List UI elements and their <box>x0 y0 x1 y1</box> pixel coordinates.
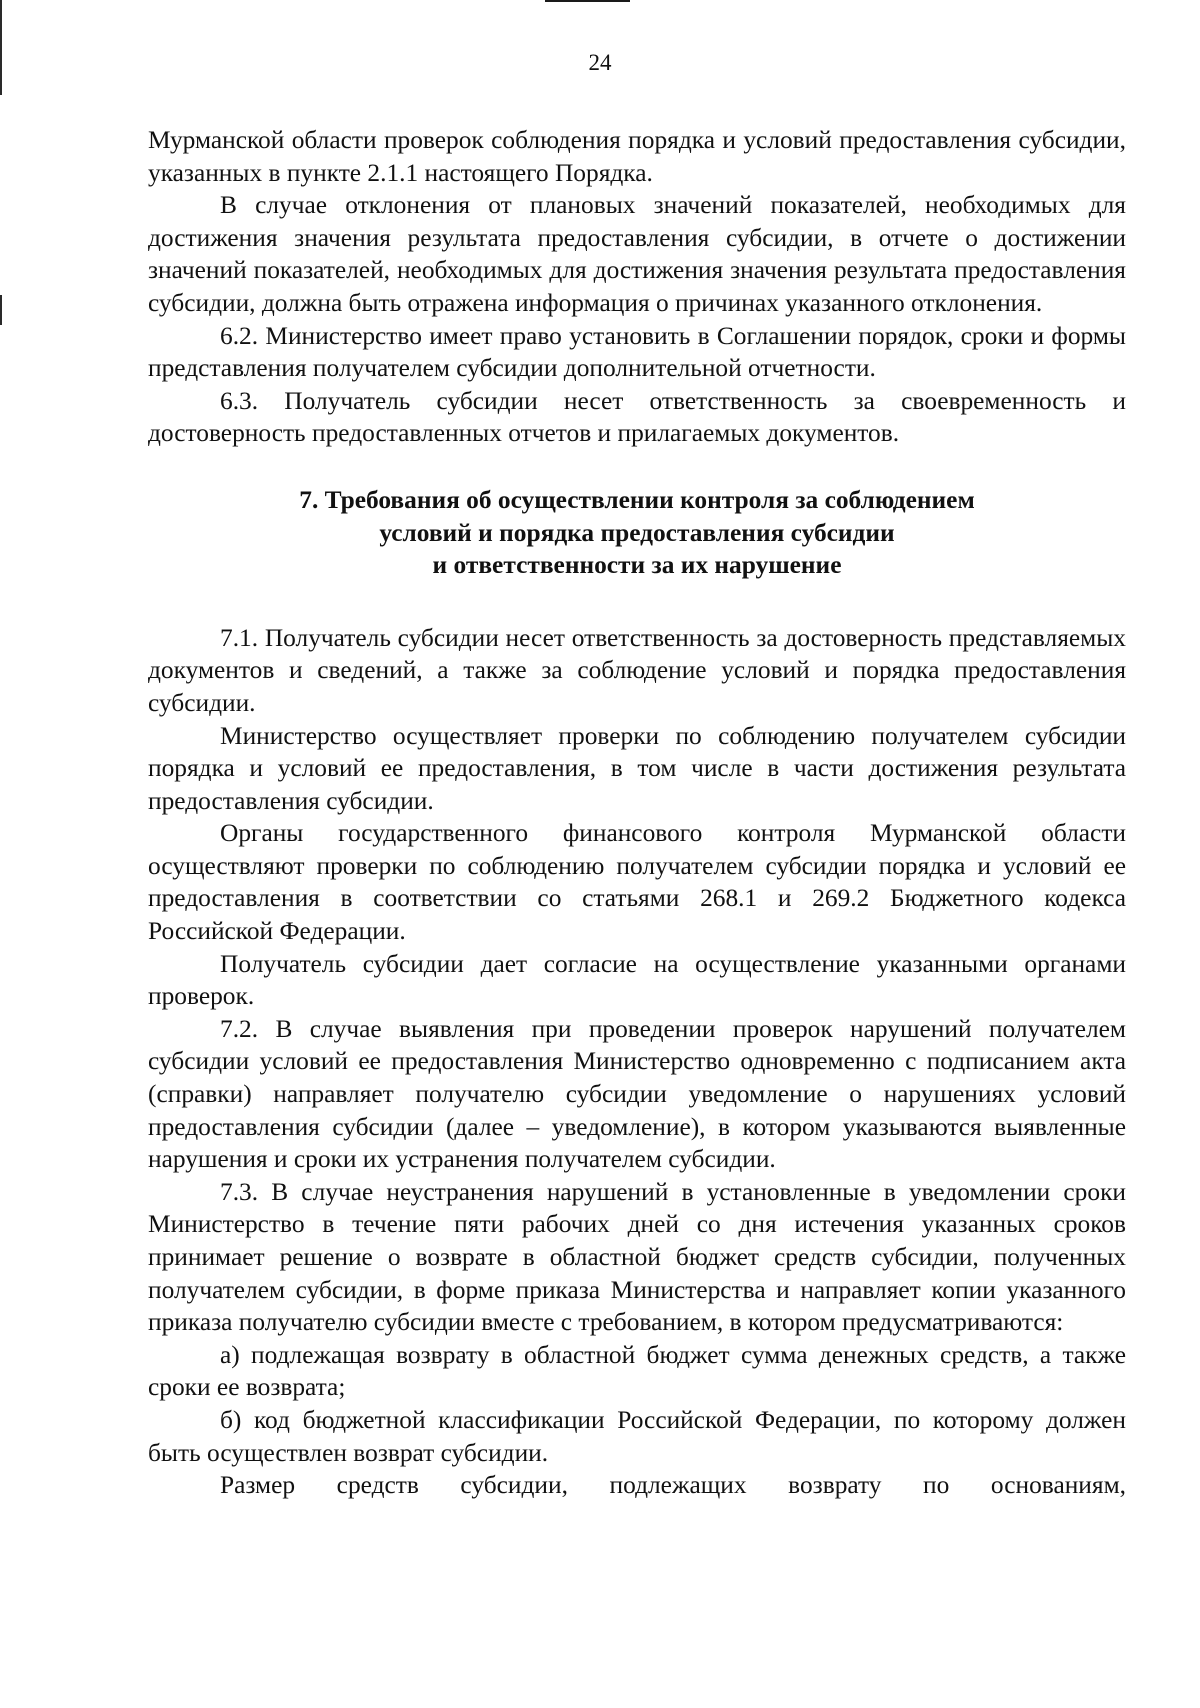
heading-line: 7. Требования об осуществлении контроля за соблюдением <box>299 485 975 514</box>
paragraph-6-3: 6.3. Получатель субсидии несет ответственность за своевременность и достоверность предоставленных отчетов и прилагаемых документов. <box>148 386 1126 448</box>
paragraph-7-3: 7.3. В случае неустранения нарушений в установленные в уведомлении сроки Министерство в течение пяти рабочих дней со дня истечения указанных сроков принимает решение о возврате в областной бюджет средств субсидии, полученных получателем субсидии, в форме приказа Министерства и направляет копии указанного приказа получателю субсидии вместе с требованием, в котором предусматриваются: <box>148 1177 1126 1337</box>
heading-line: и ответственности за их нарушение <box>432 551 842 580</box>
paragraph-7-2: 7.2. В случае выявления при проведении проверок нарушений получателем субсидии условий ее предоставления Министерство одновременно с подписанием акта (справки) направляет получателю субсидии уведомление о нарушениях условий предоставления субсидии (далее – уведомление), в котором указываются выявленные нарушения и сроки их устранения получателем субсидии. <box>148 1014 1126 1174</box>
paragraph: В случае отклонения от плановых значений показателей, необходимых для достижения значения результата предоставления субсидии, в отчете о достижении значений показателей, необходимых для достижения значения результата предоставления субсидии, должна быть отражена информация о причинах указанного отклонения. <box>148 191 1126 317</box>
document-body <box>148 124 1126 1502</box>
heading-line: условий и порядка предоставления субсидии <box>379 518 895 547</box>
scan-edge-mark <box>0 0 2 95</box>
scan-edge-mark <box>0 295 2 325</box>
list-item-b: б) код бюджетной классификации Российской Федерации, по которому должен быть осуществлен возврат субсидии. <box>148 1405 1126 1467</box>
paragraph: Органы государственного финансового контроля Мурманской области осуществляют проверки по соблюдению получателем субсидии порядка и условий ее предоставления в соответствии со статьями 268.1 и 269.2 Бюджетного кодекса Российской Федерации. <box>148 819 1126 946</box>
list-item-a: а) подлежащая возврату в областной бюджет сумма денежных средств, а также сроки ее возврата; <box>148 1340 1126 1402</box>
paragraph: Получатель субсидии дает согласие на осуществление указанными органами проверок. <box>148 949 1126 1011</box>
paragraph: Министерство осуществляет проверки по соблюдению получателем субсидии порядка и условий ее предоставления, в том числе в части достижения результата предоставления субсидии. <box>148 721 1126 815</box>
page-number: 24 <box>588 50 612 75</box>
paragraph-last: Размер средств субсидии, подлежащих возврату по основаниям, <box>220 1471 1126 1500</box>
top-rule <box>545 0 630 2</box>
section-7-heading <box>148 484 1126 582</box>
paragraph-7-1: 7.1. Получатель субсидии несет ответственность за достоверность представляемых документов и сведений, а также за соблюдение условий и порядка предоставления субсидии. <box>148 623 1126 717</box>
paragraph-6-2: 6.2. Министерство имеет право установить в Соглашении порядок, сроки и формы представления получателем субсидии дополнительной отчетности. <box>148 321 1126 383</box>
paragraph-continuation: Мурманской области проверок соблюдения порядка и условий предоставления субсидии, указанных в пункте 2.1.1 настоящего Порядка. <box>148 126 1126 187</box>
